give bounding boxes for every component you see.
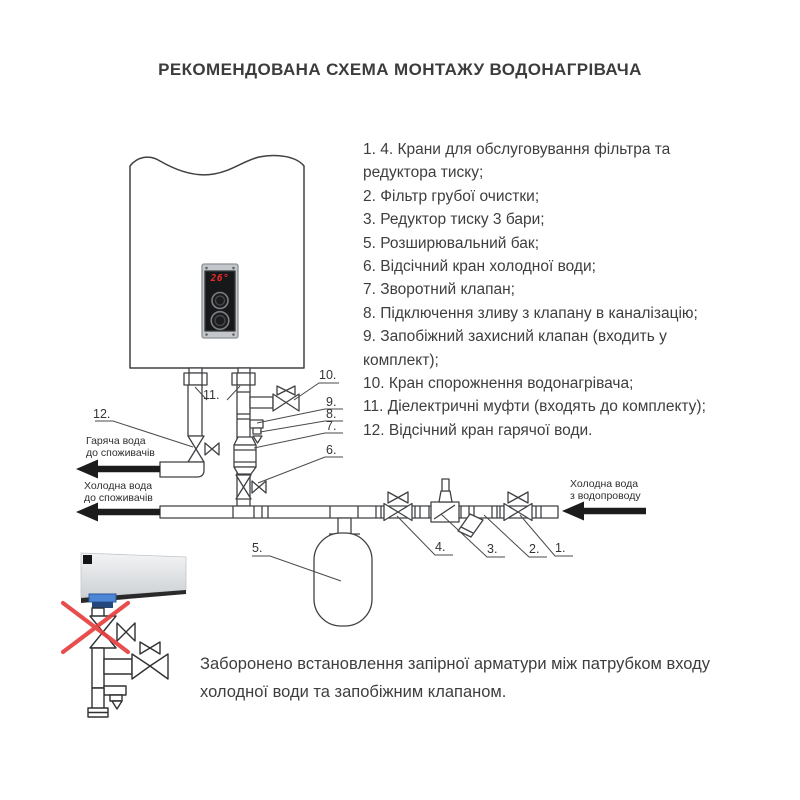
check-valve-7 — [234, 437, 256, 474]
legend-item: 3. Редуктор тиску 3 бари; — [363, 211, 545, 229]
callout-2: 2. — [529, 542, 540, 556]
upper-knob — [212, 293, 228, 309]
legend-item: 5. Розширювальний бак; — [363, 234, 539, 252]
hot-water-out-arrow — [76, 460, 160, 479]
cold-in-label — [570, 479, 641, 502]
legend-item: 11. Діелектричні муфти (входять до комплекту); — [363, 398, 706, 416]
cold-out-label — [84, 481, 153, 504]
callout-11: 11. — [203, 388, 220, 402]
cold-out-label-line2: до споживачів — [84, 491, 153, 504]
hot-elbow — [160, 462, 204, 477]
callout-8: 8. — [326, 407, 337, 421]
cold-water-in-arrow — [562, 502, 646, 521]
warning-text: Заборонено встановлення запірної арматури між патрубком входу холодної води та запобіжним клапаном. — [200, 655, 711, 701]
callout-5: 5. — [252, 541, 263, 555]
legend-item: 6. Відсічний кран холодної води; — [363, 258, 596, 276]
callout-6: 6. — [326, 443, 337, 457]
callout-1: 1. — [555, 541, 566, 555]
cold-water-out-arrow — [76, 503, 160, 522]
lower-knob — [211, 312, 229, 330]
callout-7: 7. — [326, 419, 337, 433]
legend-item: 2. Фільтр грубої очистки; — [363, 187, 540, 205]
expansion-tank-5 — [314, 518, 372, 626]
cold-in-label-line2: з водопроводу — [570, 489, 641, 502]
hot-out-label-line2: до споживачів — [86, 446, 155, 459]
forbidden-blue-fitting — [89, 594, 116, 602]
callout-3: 3. — [487, 542, 498, 556]
hot-out-label — [86, 436, 155, 459]
callout-10: 10. — [319, 368, 337, 382]
legend-item: 1. 4. Крани для обслуговування фільтра та редуктора тиску; — [363, 141, 671, 182]
legend-item: 9. Запобіжний захисний клапан (входить у комплект); — [363, 328, 667, 369]
callout-9: 9. — [326, 395, 337, 409]
dielectric-coupling-hot — [184, 368, 207, 385]
temperature-display: 26° — [210, 273, 230, 284]
cold-main-pipe — [160, 506, 558, 518]
hot-shutoff-valve-12 — [188, 436, 219, 462]
hot-out-label-line1: Гаряча вода — [86, 435, 146, 447]
forbidden-safety-valve — [104, 686, 126, 709]
legend-item: 12. Відсічний кран гарячої води. — [363, 421, 593, 439]
dielectric-coupling-cold — [232, 368, 255, 385]
legend-item: 10. Кран спорожнення водонагрівача; — [363, 375, 634, 393]
legend-item: 7. Зворотний клапан; — [363, 281, 515, 299]
page-title: РЕКОМЕНДОВАНА СХЕМА МОНТАЖУ ВОДОНАГРІВАЧА — [158, 60, 642, 79]
cold-in-label-line1: Холодна вода — [570, 478, 639, 490]
forbidden-figure — [63, 553, 186, 717]
pressure-reducer-3 — [431, 479, 459, 522]
callout-4: 4. — [435, 540, 446, 554]
forbidden-crossed-valve — [90, 616, 135, 648]
forbidden-branch-valve — [132, 642, 168, 679]
legend-item: 8. Підключення зливу з клапану в каналізацію; — [363, 304, 698, 322]
drain-valve-10 — [273, 386, 299, 411]
cold-out-label-line1: Холодна вода — [84, 480, 153, 492]
callout-12: 12. — [93, 407, 111, 421]
